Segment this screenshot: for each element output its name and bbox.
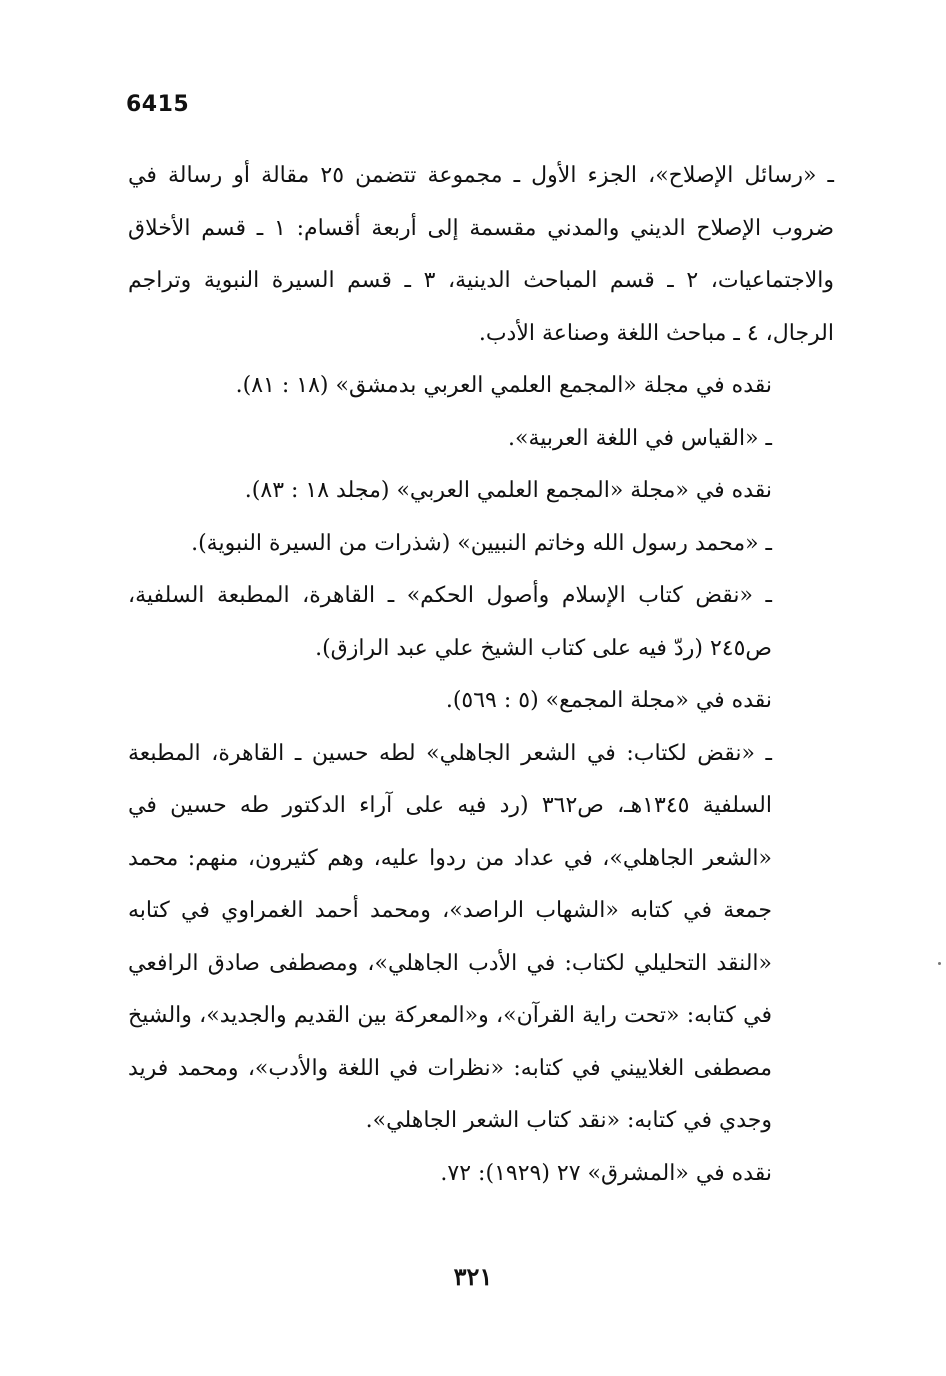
review-citation: نقده في مجلة «المجمع العلمي العربي بدمشق» (١٨ : ٨١).	[235, 373, 772, 398]
scan-speck	[938, 962, 941, 965]
scan-code: 6415	[126, 92, 190, 117]
review-citation: نقده في «المشرق» ٢٧ (١٩٢٩): ٧٢.	[440, 1160, 772, 1186]
entry-naqd-al-shir-al-jahili: ـ «نقض لكتاب: في الشعر الجاهلي» لطه حسين ـ القاهرة، المطبعة السلفية ١٣٤٥هـ، ص٣٦٢ (رد فيه على آراء الدكتور طه حسين في «الشعر الجاهلي»، في عداد من ردوا عليه، وهم كثيرون، منهم: محمد جمعة في كتابه «الشهاب الراصد»، ومحمد أحمد الغمراوي في كتابه «النقد التحليلي لكتاب: في الأدب الجاهلي»، ومصطفى صادق الرافعي في كتابه: «تحت راية القرآن»، و«المعركة بين القديم والجديد»، والشيخ مصطفى الغلاييني في كتابه: «نظرات في اللغة والأدب»، ومحمد فريد وجدي في كتابه: «نقد كتاب الشعر الجاهلي».	[128, 740, 772, 1133]
entry-rasail-al-islah: ـ «رسائل الإصلاح»، الجزء الأول ـ مجموعة تتضمن ٢٥ مقالة أو رسالة في ضروب الإصلاح الديني والمدني مقسمة إلى أربعة أقسام: ١ ـ قسم الأخلاق والاجتماعيات، ٢ ـ قسم المباحث الدينية، ٣ ـ قسم السيرة النبوية وتراجم الرجال، ٤ ـ مباحث اللغة وصناعة الأدب.	[128, 163, 835, 346]
review-citation: نقده في «مجلة المجمع» (٥ : ٥٦٩).	[445, 688, 772, 713]
entry-naqd-kitab-al-islam: ـ «نقض كتاب الإسلام وأصول الحكم» ـ القاهرة، المطبعة السلفية، ص٢٤٥ (ردّ فيه على كتاب الشيخ علي عبد الرازق).	[128, 583, 772, 661]
page-number: ٣٢١	[453, 1262, 493, 1291]
review-citation: نقده في «مجلة «المجمع العلمي العربي» (مجلد ١٨ : ٨٣).	[244, 478, 772, 503]
body-text	[128, 150, 834, 1200]
entry-muhammad-rasul-allah: ـ «محمد رسول الله وخاتم النبيين» (شذرات من السيرة النبوية).	[191, 530, 772, 556]
entry-al-qiyas: ـ «القياس في اللغة العربية».	[508, 425, 772, 451]
